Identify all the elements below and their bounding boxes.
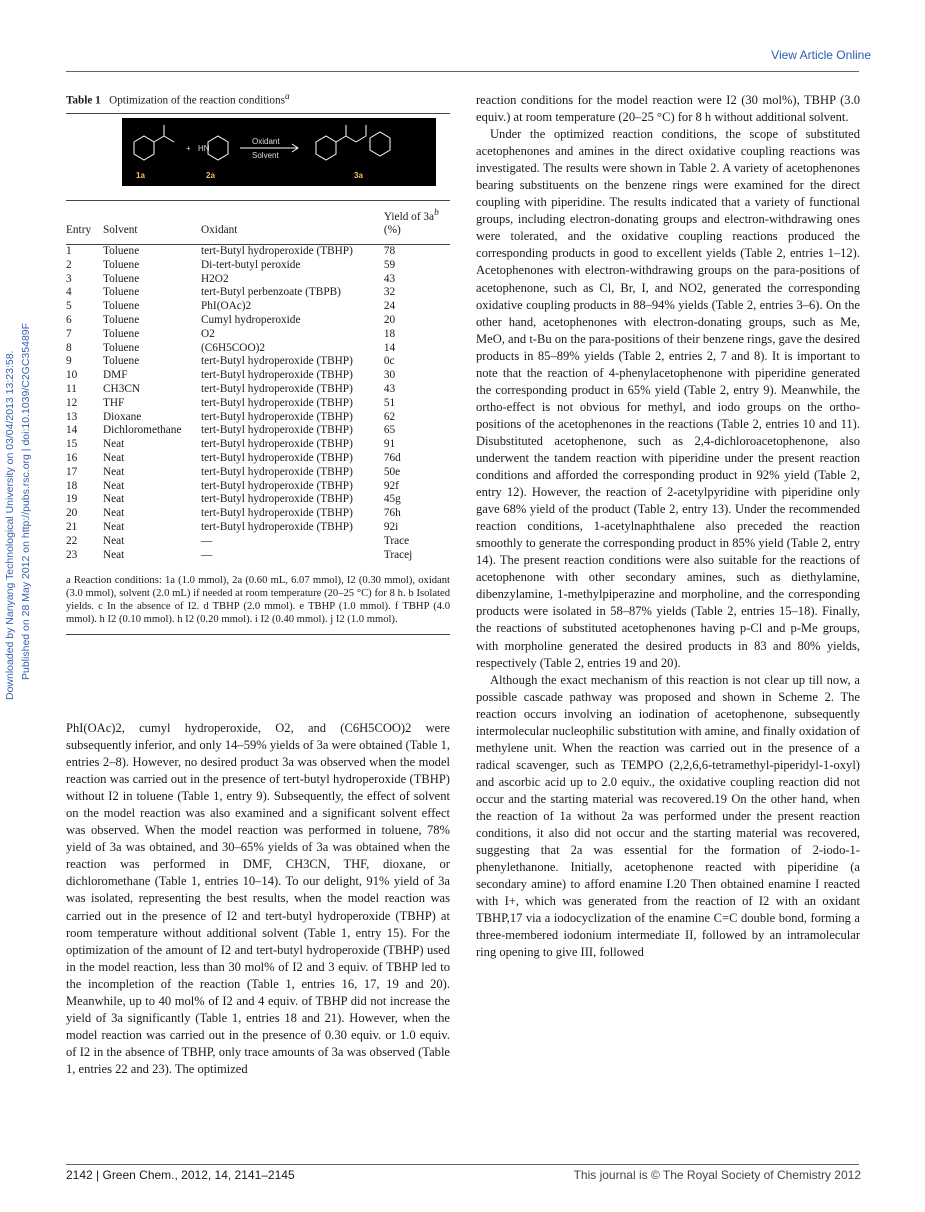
plus-sign: + (186, 143, 191, 153)
cell-entry: 18 (66, 479, 78, 492)
label-3a: 3a (354, 170, 363, 180)
cell-yield: Trace (383, 534, 410, 547)
cell-oxidant: tert-Butyl hydroperoxide (TBHP) (201, 452, 353, 465)
table-row (66, 273, 450, 287)
cell-solvent: Toluene (103, 327, 140, 340)
table-row (66, 383, 450, 397)
cell-entry: 1 (66, 245, 72, 258)
cell-entry: 23 (66, 548, 78, 561)
cell-solvent: Toluene (103, 258, 140, 271)
cell-entry: 13 (66, 410, 78, 423)
cell-solvent: Neat (103, 465, 125, 478)
download-notice (4, 300, 44, 720)
table-row (66, 411, 450, 425)
cell-yield: 32 (383, 286, 396, 299)
arrow-solvent: Solvent (252, 150, 279, 160)
label-2a: 2a (206, 170, 215, 180)
col-oxidant: Oxidant (201, 201, 384, 245)
left-column-body (66, 720, 450, 1078)
cell-oxidant: tert-Butyl hydroperoxide (TBHP) (201, 383, 353, 396)
cell-entry: 8 (66, 341, 72, 354)
cell-oxidant: — (201, 534, 213, 547)
cell-yield: 76d (383, 452, 401, 465)
cell-oxidant: Cumyl hydroperoxide (201, 314, 301, 327)
cell-solvent: Toluene (103, 245, 140, 258)
table-row (66, 300, 450, 314)
cell-oxidant: tert-Butyl hydroperoxide (TBHP) (201, 465, 353, 478)
cell-yield: 76h (383, 507, 401, 520)
cell-entry: 15 (66, 438, 78, 451)
right-paragraph-2: Under the optimized reaction conditions, the scope of substituted acetophenones and amines in the direct oxidative coupling reactions was investigated. The results were shown in Table 2. A variety of acetophenones bearing substituents on the benzene rings were examined for the direct coupling with piperidine. The results indicated that a variety of functional groups, including electron-donating groups and electron-withdrawing ones were tolerated, and the oxidative coupling reactions produced the corresponding products in good to excellent yields (Table 2, entries 1–12). Acetophenones with electron-withdrawing groups on the para-positions of acetophenone, such as Cl, Br, I, and NO2, generated the corresponding oxidative coupling products in 88–94% yields (Table 2, entries 3–6). On the other hand, acetophenones with electron-donating groups, such as Me, MeO, and t-Bu on the para-positions of their benzene rings, gave the desired products in 85–89% yields (Table 2, entries 2, 7 and 8). It is important to note that the reaction of 4-phenylacetophenone with piperidine generated the corresponding product in 65% yield (Table 2, entry 9). Meanwhile, the ortho-effect is not obvious for methyl, and iodo groups on the ortho-positions of the acetophenones in the reactions (Table 2, entries 10 and 11). Disubstituted acetophenone, such as 2,4-dichloroacetophenone, also underwent the tandem reaction with piperidine under the present reaction conditions and afforded the corresponding product in 92% yield (Table 2, entry 12). However, the reaction of 2-acetylpyridine with piperidine only gave 68% yield of the product (Table 2, entry 13). Under the recommended reaction conditions, 1-acetylnaphthalene also preceded the reaction smoothly to generate the corresponding product in 85% yield (Table 2, entry 14). The present reaction conditions were also suitable for the reactions of acetophenone with other secondary amines, such as diethylamine, dibenzylamine, 1-methylpiperazine and morpholine, and the corresponding products were isolated in 58–87% yields (Table 2, entries 15–18). Finally, the reactions of substituted acetophenones having p-Cl and p-Me groups, with morpholine generated the desired products in 83 and 80% yields, respectively (Table 2, entries 19 and 20). (476, 127, 860, 670)
table-row (66, 466, 450, 480)
cell-yield: 92f (383, 479, 399, 492)
footer-rule (66, 1164, 859, 1165)
cell-entry: 2 (66, 258, 72, 271)
cell-oxidant: tert-Butyl perbenzoate (TBPB) (201, 286, 341, 299)
download-line: Downloaded by Nanyang Technological University on 03/04/2013 13:23:58. (4, 350, 16, 700)
cell-yield: 30 (383, 369, 396, 382)
cell-solvent: DMF (103, 369, 128, 382)
table-row (66, 314, 450, 328)
cell-entry: 14 (66, 424, 78, 437)
cell-entry: 19 (66, 493, 78, 506)
table-row (66, 259, 450, 273)
right-paragraph-3: Although the exact mechanism of this reaction is not clear up till now, a possible cascade pathway was proposed and shown in Scheme 2. The reaction occurs involving an iodination of acetophenone, subsequently intermolecular nucleophilic substitution with amine, and finally oxidation of methylene unit. When the reaction was carried out in the presence of a radical scavenger, such as TEMPO (2,2,6,6-tetramethyl-piperidyl-1-oxyl) and ascorbic acid up to 2.0 equiv., the oxidative coupling reaction did not occur and the starting material was recovered.19 On the other hand, when the reaction of 1a without 2a was performed under the present reaction conditions, it also did not occur and the starting material was recovered, suggesting that 2a was essential for the formation of 2-iodo-1-phenylethanone. Initially, acetophenone reacted with piperidine (a secondary amine) to afford enamine I.20 Then obtained enamine I reacted with I+, which was generated from the reaction of I2 with an oxidant TBHP,17 via a iodocyclization of the enamine C=C double bond, forming a three-membered iodonium intermediate II, followed by an intramolecular ring opening to give III, followed (476, 672, 860, 960)
cell-yield: 62 (383, 410, 396, 423)
right-paragraph-1: reaction conditions for the model reaction were I2 (30 mol%), TBHP (3.0 equiv.) at room temperature (20–25 °C) for 8 h without additional solvent. (476, 93, 860, 125)
col-yield-line2: (%) (383, 224, 401, 237)
cell-solvent: Dioxane (103, 410, 142, 423)
cell-yield: 43 (383, 383, 396, 396)
cell-solvent: Neat (103, 452, 125, 465)
cell-oxidant: tert-Butyl hydroperoxide (TBHP) (201, 369, 353, 382)
col-yield-sup: b (434, 207, 439, 218)
cell-yield: 51 (383, 396, 396, 409)
cell-solvent: Toluene (103, 286, 140, 299)
table-row (66, 342, 450, 356)
cell-yield: 50e (383, 465, 401, 478)
cell-oxidant: tert-Butyl hydroperoxide (TBHP) (201, 355, 353, 368)
cell-entry: 20 (66, 507, 78, 520)
cell-solvent: Toluene (103, 272, 140, 285)
cell-oxidant: H2O2 (201, 272, 229, 285)
cell-yield: Tracej (383, 548, 413, 561)
caption-sup: a (284, 92, 290, 102)
cell-solvent: THF (103, 396, 125, 409)
table-header-row (66, 201, 450, 245)
table-row (66, 245, 450, 259)
table-row (66, 521, 450, 535)
cell-solvent: Toluene (103, 341, 140, 354)
cell-solvent: Neat (103, 521, 125, 534)
table-row (66, 397, 450, 411)
right-column-body (476, 92, 860, 961)
col-solvent: Solvent (103, 201, 201, 245)
cell-yield: 18 (383, 327, 396, 340)
table-row (66, 452, 450, 466)
cell-entry: 17 (66, 465, 78, 478)
cell-yield: 78 (383, 245, 396, 258)
table-label: Table 1 (66, 94, 101, 107)
doi-line[interactable]: Published on 28 May 2012 on http://pubs.rsc.org | doi:10.1039/C2GC35489F (20, 322, 32, 680)
cell-yield: 45g (383, 493, 401, 506)
table-row (66, 549, 450, 563)
cell-oxidant: tert-Butyl hydroperoxide (TBHP) (201, 493, 353, 506)
cell-solvent: Neat (103, 507, 125, 520)
reaction-scheme-svg (122, 118, 436, 186)
cell-yield: 65 (383, 424, 396, 437)
cell-entry: 16 (66, 452, 78, 465)
cell-yield: 43 (383, 272, 396, 285)
cell-yield: 92i (383, 521, 399, 534)
cell-yield: 0c (383, 355, 395, 368)
cell-entry: 4 (66, 286, 72, 299)
cell-solvent: Neat (103, 534, 125, 547)
hn-label: HN (198, 143, 210, 153)
cell-yield: 91 (383, 438, 396, 451)
cell-solvent: Toluene (103, 300, 140, 313)
left-paragraph: PhI(OAc)2, cumyl hydroperoxide, O2, and (C6H5COO)2 were subsequently inferior, and only 14–59% yields of 3a were obtained (Table 1, entries 2–8). However, no desired product 3a was observed when the model reaction was carried out in the presence of tert-butyl hydroperoxide (TBHP) without I2 in toluene (Table 1, entry 9). Subsequently, the effect of solvent on the model reaction was also examined and a significant solvent effect was observed. When the model reaction was performed in toluene, 78% yield of 3a was obtained, and 30–65% yields of 3a was obtained when the reaction was performed in DMF, CH3CN, THF, dioxane, or dichloromethane (Table 1, entries 10–14). To our delight, 91% yield of 3a was isolated, representing the best results, when the model reaction was carried out in the presence of I2 and tert-butyl hydroperoxide (TBHP) at room temperature without additional solvent (Table 1, entry 15). For the optimization of the amount of I2 and tert-butyl hydroperoxide (TBHP) used in the model reaction, less than 30 mol% of I2 and 3 equiv. of TBHP led to the incompletion of the reaction (Table 1, entries 16, 17, 19 and 20). Meanwhile, up to 40 mol% of I2 and 4 equiv. of TBHP did not increase the yield of 3a significantly (Table 1, entries 18 and 21). However, when the model reaction was carried out in the presence of 0.30 equiv. or 1.0 equiv. of I2 in the absence of TBHP, only trace amounts of 3a was observed (Table 1, entries 22 and 23). The optimized (66, 721, 450, 1076)
table-title: Optimization of the reaction conditions (109, 94, 285, 107)
cell-oxidant: Di-tert-butyl peroxide (201, 258, 301, 271)
cell-oxidant: tert-Butyl hydroperoxide (TBHP) (201, 410, 353, 423)
table-row (66, 535, 450, 549)
cell-solvent: Toluene (103, 355, 140, 368)
table-row (66, 424, 450, 438)
cell-oxidant: PhI(OAc)2 (201, 300, 252, 313)
table-footnote: a Reaction conditions: 1a (1.0 mmol), 2a (0.60 mL, 6.07 mmol), I2 (0.30 mmol), oxidant (3.0 mmol), solvent (2.0 mL) if needed at room temperature (20–25 °C) for 8 h. b Isolated yields. c In the absence of I2. d TBHP (2.0 mmol). e TBHP (1.0 mmol). f TBHP (4.0 mmol). h I2 (0.10 mmol). h I2 (0.20 mmol). i I2 (0.40 mmol). j I2 (1.0 mmol). (66, 574, 450, 635)
cell-solvent: CH3CN (103, 383, 141, 396)
cell-oxidant: tert-Butyl hydroperoxide (TBHP) (201, 479, 353, 492)
cell-entry: 10 (66, 369, 78, 382)
cell-solvent: Dichloromethane (103, 424, 182, 437)
cell-solvent: Toluene (103, 314, 140, 327)
table-row (66, 286, 450, 300)
cell-oxidant: tert-Butyl hydroperoxide (TBHP) (201, 438, 353, 451)
col-entry: Entry (66, 201, 103, 245)
table-1 (66, 92, 450, 635)
table-row (66, 369, 450, 383)
cell-solvent: Neat (103, 493, 125, 506)
header-rule (66, 71, 859, 72)
view-article-online-link[interactable]: View Article Online (771, 48, 871, 62)
cell-oxidant: (C6H5COO)2 (201, 341, 266, 354)
table-row (66, 328, 450, 342)
table-caption (66, 92, 450, 107)
cell-oxidant: tert-Butyl hydroperoxide (TBHP) (201, 521, 353, 534)
arrow-oxidant: Oxidant (252, 136, 280, 146)
cell-entry: 5 (66, 300, 72, 313)
cell-yield: 24 (383, 300, 396, 313)
cell-solvent: Neat (103, 548, 125, 561)
cell-oxidant: tert-Butyl hydroperoxide (TBHP) (201, 507, 353, 520)
cell-entry: 9 (66, 355, 72, 368)
col-yield (384, 201, 450, 245)
table-row (66, 493, 450, 507)
reaction-scheme-image (122, 118, 436, 186)
table-row (66, 480, 450, 494)
cell-oxidant: tert-Butyl hydroperoxide (TBHP) (201, 396, 353, 409)
label-1a: 1a (136, 170, 145, 180)
cell-entry: 7 (66, 327, 72, 340)
cell-yield: 59 (383, 258, 396, 271)
cell-entry: 21 (66, 521, 78, 534)
footer-citation: 2142 | Green Chem., 2012, 14, 2141–2145 (66, 1168, 295, 1182)
cell-solvent: Neat (103, 479, 125, 492)
table-row (66, 507, 450, 521)
cell-oxidant: tert-Butyl hydroperoxide (TBHP) (201, 245, 353, 258)
cell-entry: 12 (66, 396, 78, 409)
cell-entry: 22 (66, 534, 78, 547)
cell-solvent: Neat (103, 438, 125, 451)
cell-entry: 11 (66, 383, 77, 396)
table-top-rule (66, 113, 450, 114)
table-row (66, 438, 450, 452)
cell-yield: 14 (383, 341, 396, 354)
optimization-table (66, 201, 450, 563)
footer-copyright: This journal is © The Royal Society of Chemistry 2012 (573, 1168, 861, 1182)
cell-entry: 3 (66, 272, 72, 285)
table-row (66, 355, 450, 369)
cell-entry: 6 (66, 314, 72, 327)
col-yield-line1: Yield of 3a (383, 210, 435, 223)
cell-oxidant: O2 (201, 327, 215, 340)
cell-oxidant: tert-Butyl hydroperoxide (TBHP) (201, 424, 353, 437)
table-body (66, 245, 450, 563)
cell-oxidant: — (201, 548, 213, 561)
cell-yield: 20 (383, 314, 396, 327)
